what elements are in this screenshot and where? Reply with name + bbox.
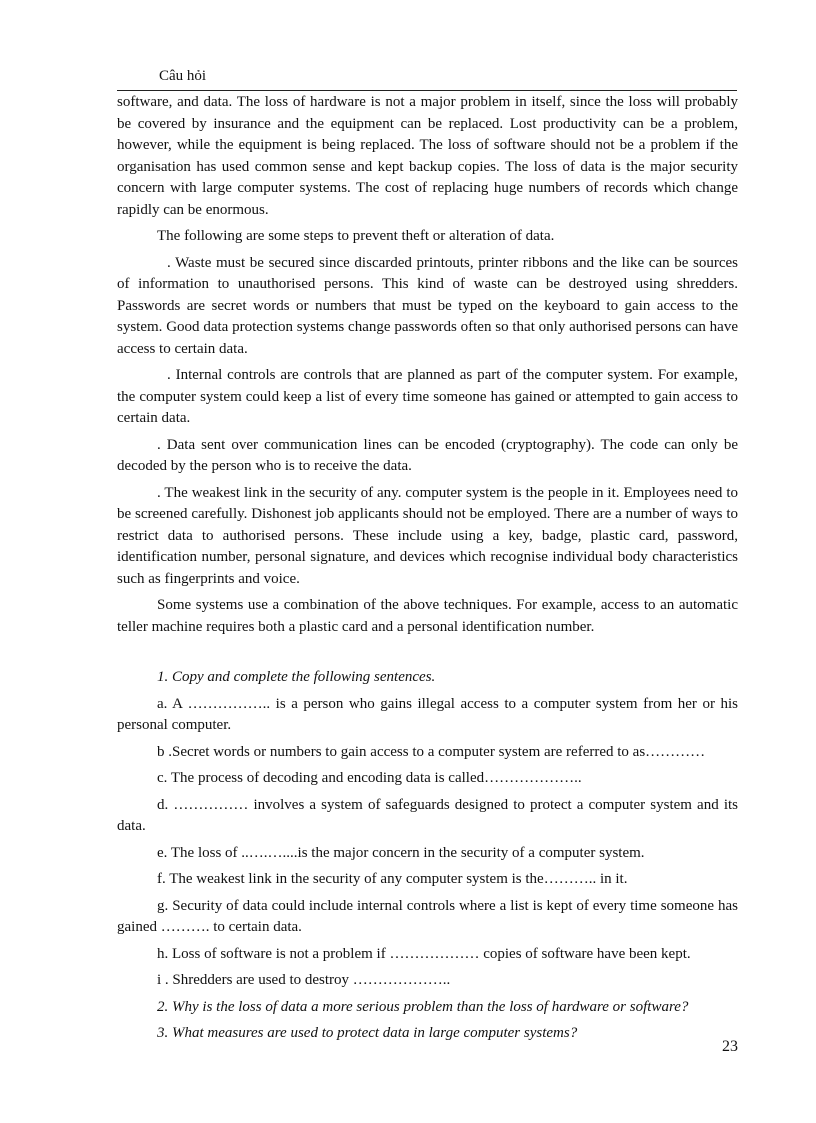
exercise-item: h. Loss of software is not a problem if ……………… copies of software have been kept. bbox=[157, 945, 691, 962]
page-number: 23 bbox=[722, 1038, 738, 1055]
exercise-item: c. The process of decoding and encoding data is called……………….. bbox=[157, 770, 582, 786]
paragraph: . Waste must be secured since discarded printouts, printer ribbons and the like can be sources of information to unauthorised persons. This kind of waste can be destroyed using shredders. Passwords are secret words or numbers that must be typed on the keyboard to gain access to the system. Good data protection systems change passwords often so that only authorised persons can have access to certain data. bbox=[117, 254, 738, 357]
question: 3. What measures are used to protect data in large computer systems? bbox=[157, 1025, 578, 1041]
page-body bbox=[117, 92, 738, 1050]
exercise-item: f. The weakest link in the security of any computer system is the……….. in it. bbox=[157, 871, 628, 887]
exercise-item: a. A …………….. is a person who gains illegal access to a computer system from her or his personal computer. bbox=[117, 695, 738, 733]
paragraph: . Data sent over communication lines can be encoded (cryptography). The code can only be decoded by the person who is to receive the data. bbox=[117, 436, 738, 474]
exercise-instruction: 1. Copy and complete the following sentences. bbox=[157, 669, 436, 685]
question: 2. Why is the loss of data a more serious problem than the loss of hardware or software? bbox=[157, 998, 689, 1015]
paragraph: The following are some steps to prevent theft or alteration of data. bbox=[157, 228, 555, 244]
paragraph: software, and data. The loss of hardware is not a major problem in itself, since the loss will probably be covered by insurance and the equipment can be replaced. Lost productivity can be a problem, however, while the equipment is being replaced. The loss of software should not be a problem if the organisation has used common sense and kept backup copies. The loss of data is the major security concern with large computer systems. The cost of replacing huge numbers of records which change rapidly can be enormous. bbox=[117, 94, 738, 218]
page-header bbox=[117, 64, 737, 91]
paragraph: . The weakest link in the security of any. computer system is the people in it. Employees need to be screened carefully. Dishonest job applicants should not be employed. There are a number of ways to restrict data to authorised persons. These include using a key, badge, plastic card, password, identification number, personal signature, and devices which recognise individual body characteristics such as fingerprints and voice. bbox=[117, 484, 738, 587]
exercise-item: e. The loss of ..….…....is the major concern in the security of a computer system. bbox=[157, 844, 645, 861]
header-title: Câu hỏi bbox=[159, 68, 207, 84]
exercise-item: b .Secret words or numbers to gain access to a computer system are referred to as………… bbox=[157, 743, 706, 760]
paragraph: . Internal controls are controls that are planned as part of the computer system. For example, the computer system could keep a list of every time someone has gained or attempted to gain access to certain data. bbox=[117, 367, 738, 426]
paragraph: Some systems use a combination of the above techniques. For example, access to an automatic teller machine requires both a plastic card and a personal identification number. bbox=[117, 597, 738, 635]
exercise-item: g. Security of data could include internal controls where a list is kept of every time someone has gained ………. to certain data. bbox=[117, 897, 738, 935]
exercise-item: i . Shredders are used to destroy ……………….. bbox=[157, 972, 451, 988]
exercise-item: d. …………… involves a system of safeguards designed to protect a computer system and its data. bbox=[117, 796, 738, 834]
